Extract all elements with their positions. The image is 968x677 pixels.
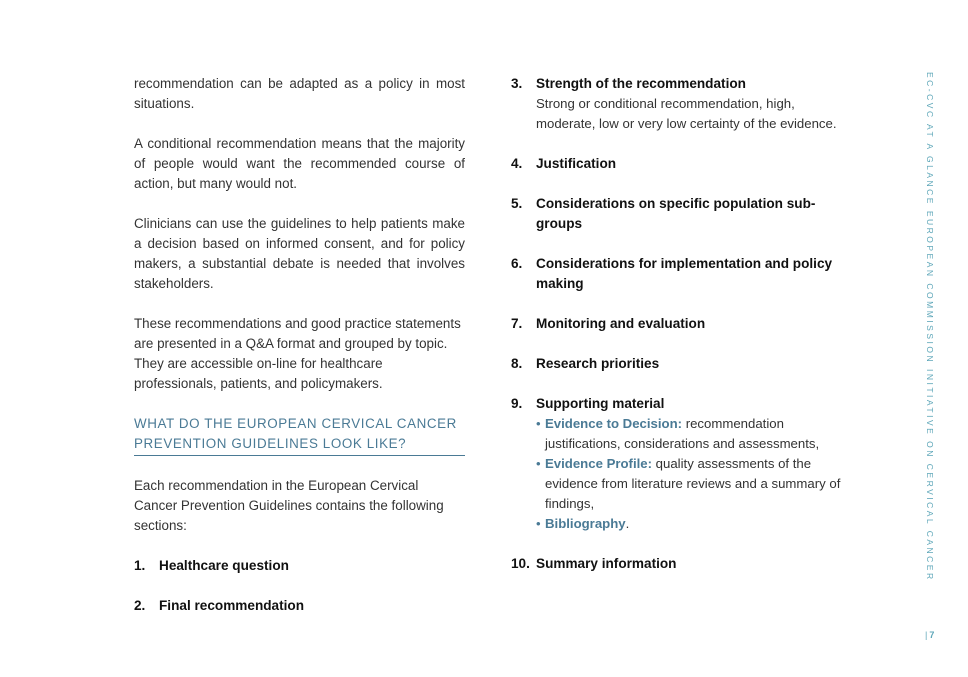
item-title: Research priorities: [536, 356, 660, 371]
bullet-text: recommendation justifications, considerations and assessments,: [545, 416, 820, 451]
list-item: [134, 596, 465, 616]
page-number: [925, 630, 934, 640]
section-heading: WHAT DO THE EUROPEAN CERVICAL CANCER PREVENTION GUIDELINES LOOK LIKE?: [134, 414, 465, 456]
page-number-bar: |: [925, 630, 928, 640]
bullet-term: Bibliography: [545, 516, 626, 531]
bullet-icon: •: [536, 416, 541, 431]
paragraph: A conditional recommendation means that the majority of people would want the recommended course of action, but many would not.: [134, 136, 465, 191]
list-item: [511, 194, 856, 234]
item-title: Strength of the recommendation: [536, 76, 746, 91]
bullet-icon: •: [536, 516, 541, 531]
item-number: 4.: [511, 156, 523, 171]
item-title: Considerations on specific population sub-groups: [536, 196, 816, 231]
bullet-icon: •: [536, 456, 541, 471]
item-number: 8.: [511, 356, 523, 371]
list-item: [511, 254, 856, 294]
item-description: Strong or conditional recommendation, high, moderate, low or very low certainty of the evidence.: [536, 96, 837, 131]
list-item: [511, 314, 856, 334]
list-item: [511, 554, 856, 574]
paragraph: Clinicians can use the guidelines to help patients make a decision based on informed consent, and for policy makers, a substantial debate is needed that involves stakeholders.: [134, 216, 465, 291]
list-item: [511, 394, 856, 414]
bullet-text: .: [625, 516, 630, 531]
list-item: [511, 354, 856, 374]
item-number: 10.: [511, 556, 530, 571]
left-column: [134, 74, 465, 636]
list-item: [511, 74, 856, 94]
paragraph: Each recommendation in the European Cervical Cancer Prevention Guidelines contains the following sections:: [134, 478, 444, 533]
bullet-text: quality assessments of the evidence from literature reviews and a summary of findings,: [545, 456, 841, 511]
item-number: 5.: [511, 196, 523, 211]
item-number: 2.: [134, 598, 146, 613]
side-running-header: EC-CVC AT A GLANCE EUROPEAN COMMISSION INITIATIVE ON CERVICAL CANCER: [925, 72, 935, 582]
item-title: Justification: [536, 156, 617, 171]
item-number: 6.: [511, 256, 523, 271]
item-title: Summary information: [536, 556, 677, 571]
bullet-term: Evidence to Decision:: [545, 416, 683, 431]
item-title: Monitoring and evaluation: [536, 316, 706, 331]
bullet-term: Evidence Profile:: [545, 456, 653, 471]
list-item: [134, 556, 465, 576]
paragraph: recommendation can be adapted as a policy in most situations.: [134, 76, 465, 111]
item-title: Supporting material: [536, 396, 665, 411]
item-number: 7.: [511, 316, 523, 331]
paragraph: These recommendations and good practice statements are presented in a Q&A format and grouped by topic. They are accessible on-line for healthcare professionals, patients, and policymakers.: [134, 316, 461, 391]
bullet-item: [536, 454, 856, 514]
item-title: Considerations for implementation and policy making: [536, 256, 833, 291]
page-number-value: 7: [929, 630, 935, 640]
item-number: 9.: [511, 396, 523, 411]
bullet-list: [536, 414, 856, 534]
item-title: Final recommendation: [159, 598, 305, 613]
item-number: 1.: [134, 558, 146, 573]
item-title: Healthcare question: [159, 558, 289, 573]
item-number: 3.: [511, 76, 523, 91]
bullet-item: [536, 514, 856, 534]
bullet-item: [536, 414, 856, 454]
right-column: [511, 74, 856, 594]
list-item: [511, 154, 856, 174]
